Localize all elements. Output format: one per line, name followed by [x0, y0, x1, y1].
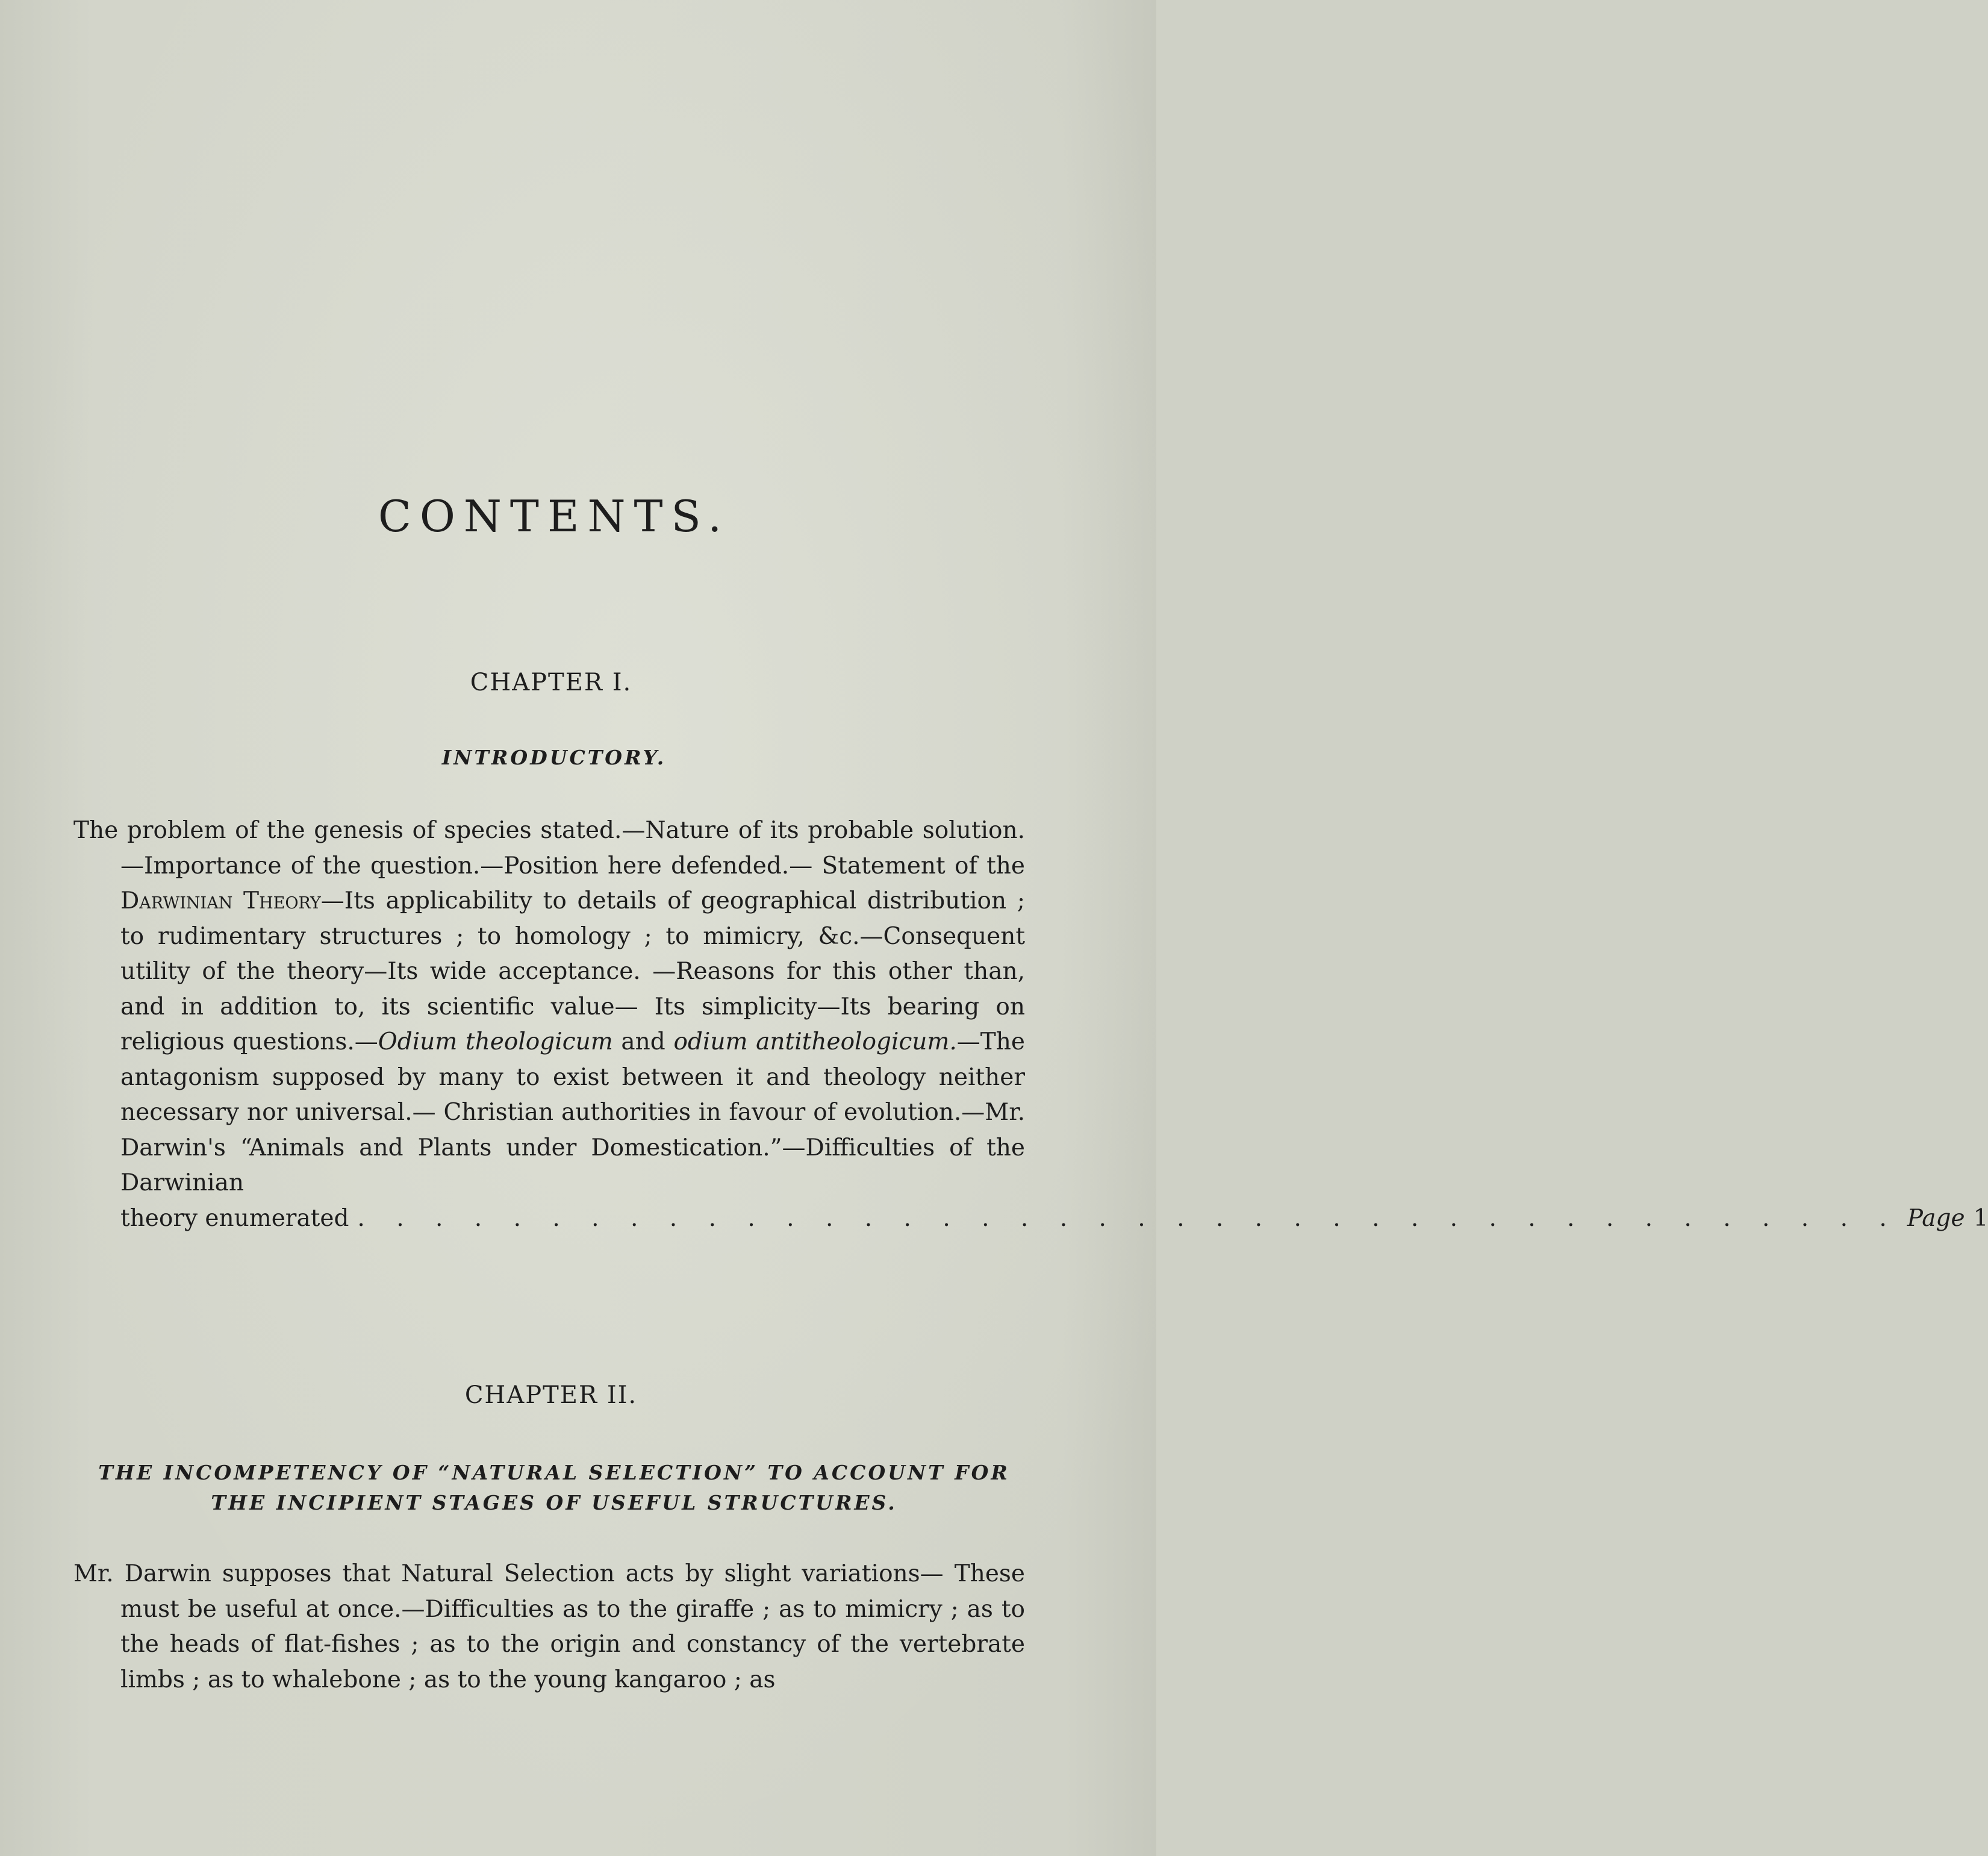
- summary-text: Mr. Darwin supposes that Natural Selection acts by slight variations— These must be useful at once.—Difficulties as to the giraffe ; as to mimicry ; as to the heads of flat-fishes ; as to the origin and constancy of the vertebrate limbs ; as to whalebone ; as to the young kangaroo ; as: [73, 1560, 1025, 1693]
- dot-leader: . . . . . . . . . . . . . . . . . . . . . . . . . . . . . . . . . . . . . . . .: [357, 1204, 1899, 1232]
- page-number: 1: [1973, 1204, 1988, 1232]
- page-title: CONTENTS.: [378, 491, 731, 542]
- chapter-subtitle: THE INCOMPETENCY OF “NATURAL SELECTION” TO ACCOUNT FOR THE INCIPIENT STAGES OF USEFUL STRUCTURES.: [98, 1461, 1010, 1514]
- summary-small-caps: Darwinian Theory: [120, 887, 321, 914]
- summary-text: —The antagonism supposed by many to exist between it and theology neither necessary nor universal.— Christian authorities in favour of evolution.—Mr. Darwin's “Animals and Plants under Domestication.”—Difficulties of the Darwinian: [120, 1028, 1025, 1196]
- summary-tail-text: theory enumerated: [120, 1204, 349, 1232]
- page-label: Page: [1907, 1204, 1965, 1232]
- chapter-heading: CHAPTER II.: [464, 1381, 638, 1409]
- chapter-summary: [73, 813, 1988, 1236]
- summary-text: The problem of the genesis of species stated.—Nature of its probable solution.—Importance of the question.—Position here defended.— Statement of the: [73, 817, 1025, 880]
- chapter-heading: CHAPTER I.: [470, 669, 632, 696]
- page-reference: [1907, 1201, 1988, 1237]
- summary-text: —Its applicability to details of geographical distribution ; to rudimentary structures ; to homology ; to mimicry, &c.—Consequent utility of the theory—Its wide acceptance. —Reasons for this other than, and in addition to, its scientific value— Its simplicity—Its bearing on religious questions.—: [120, 887, 1025, 1055]
- chapter-summary: [73, 1557, 1025, 1698]
- summary-text: and: [612, 1028, 674, 1055]
- chapter-subtitle: INTRODUCTORY.: [441, 746, 667, 769]
- toc-entry-tail: [120, 1201, 1988, 1237]
- summary-italic: odium antitheologicum.: [673, 1028, 957, 1055]
- summary-italic: Odium theologicum: [378, 1028, 613, 1055]
